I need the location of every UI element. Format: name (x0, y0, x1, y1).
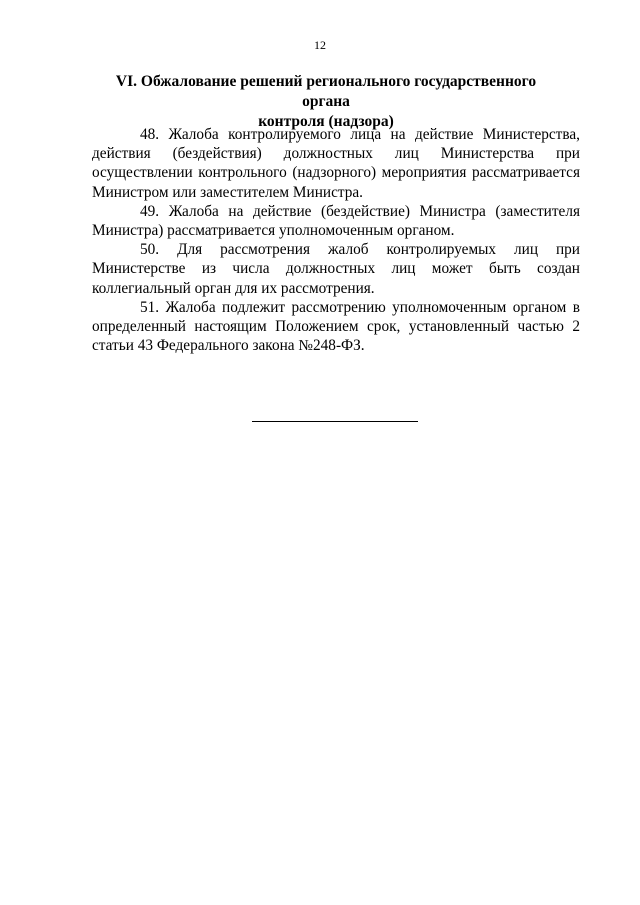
paragraph-51: 51. Жалоба подлежит рассмотрению уполномоченным органом в определенный настоящим Положением срок, установленный частью 2 статьи 43 Федерального закона №248-ФЗ. (92, 298, 580, 355)
paragraph-48: 48. Жалоба контролируемого лица на действие Министерства, действия (бездействия) должностных лиц Министерства при осуществлении контрольного (надзорного) мероприятия рассматривается Министром или заместителем Министра. (92, 126, 580, 201)
paragraph-49: 49. Жалоба на действие (бездействие) Министра (заместителя Министра) рассматривается уполномоченным органом. (92, 202, 580, 240)
section-heading-line-1: VI. Обжалование решений регионального государственного органа (115, 73, 537, 110)
end-divider (252, 421, 418, 422)
section-heading (96, 72, 556, 132)
paragraph-50: 50. Для рассмотрения жалоб контролируемых лиц при Министерстве из числа должностных лиц может быть создан коллегиальный орган для их рассмотрения. (92, 241, 580, 297)
document-body (92, 125, 580, 355)
page-number: 12 (314, 38, 326, 52)
section-heading-line-2: контроля (надзора) (258, 113, 394, 130)
